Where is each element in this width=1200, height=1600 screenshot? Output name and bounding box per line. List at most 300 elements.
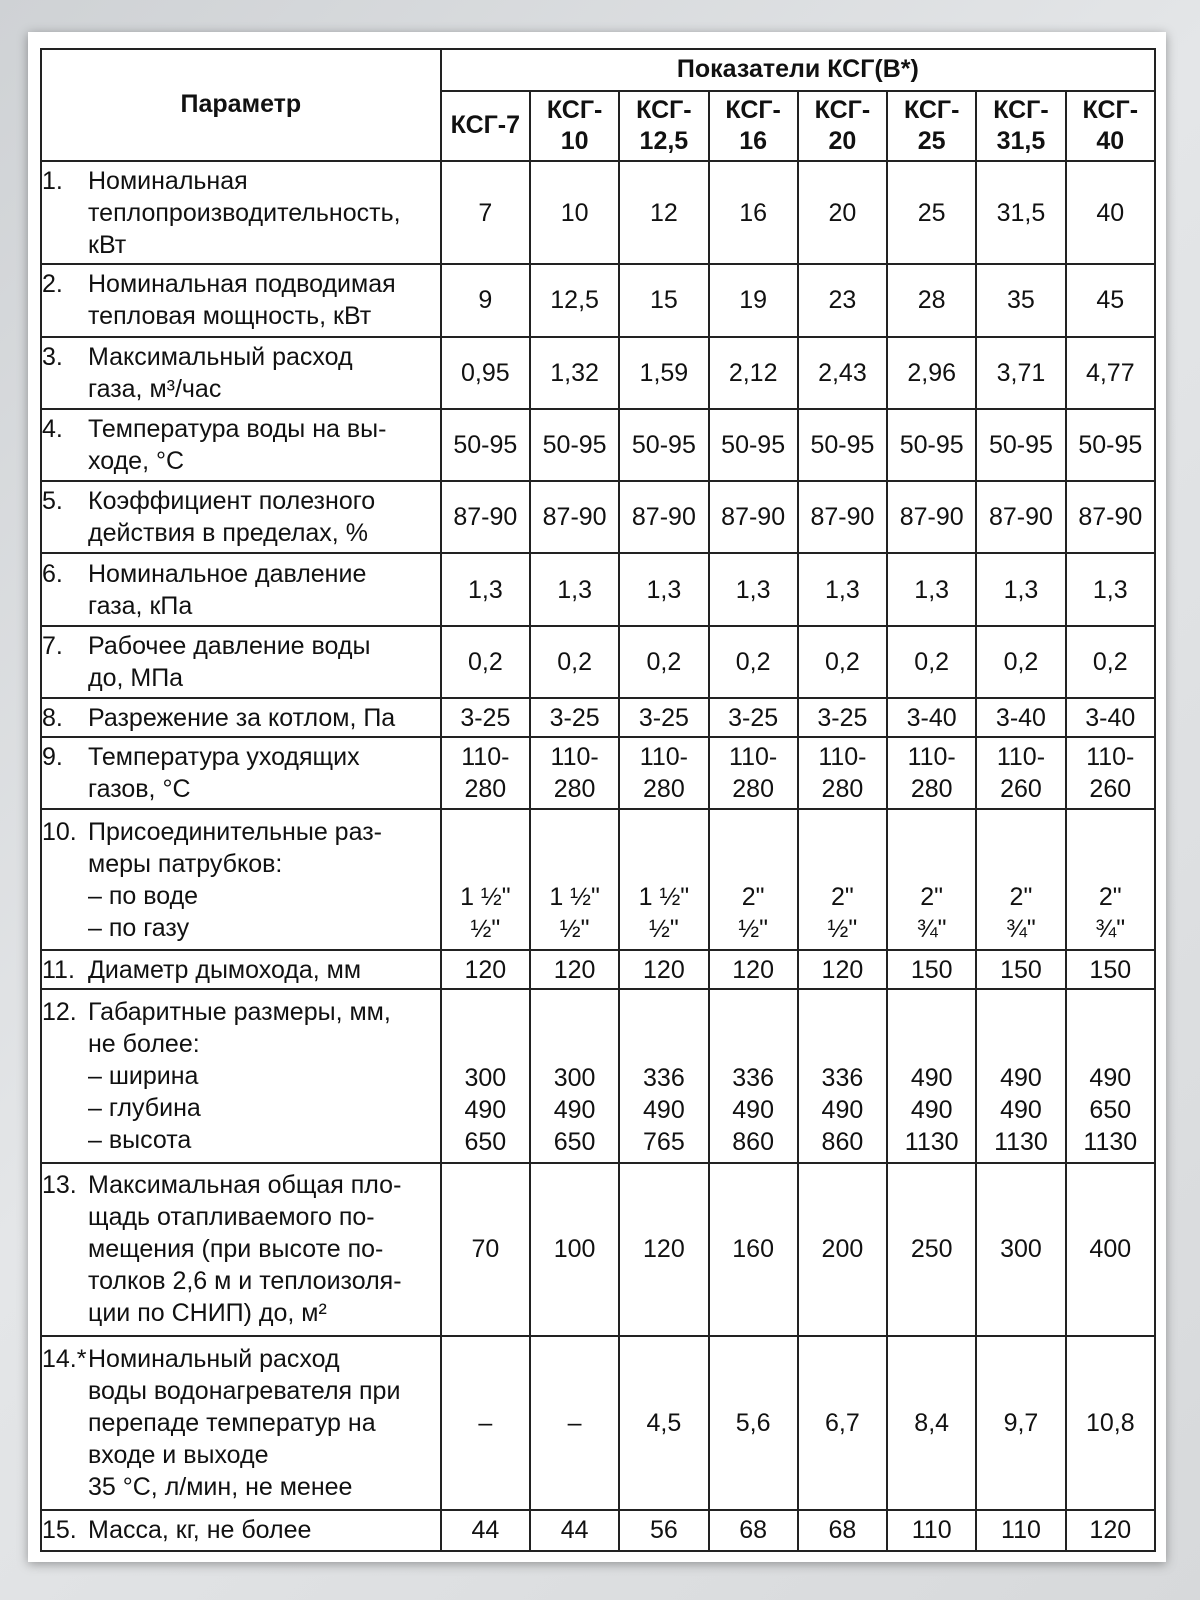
model-header-8 — [1066, 91, 1155, 161]
value-text: 50-95 — [988, 430, 1053, 459]
value-text: 3-25 — [460, 703, 511, 732]
value-cell — [441, 626, 530, 698]
value-cell — [887, 698, 976, 737]
value-text: 0,2 — [646, 647, 682, 676]
table-row — [41, 1163, 1155, 1336]
value-text: 87-90 — [899, 503, 964, 532]
value-cell — [887, 264, 976, 336]
value-text: 1,32 — [550, 358, 599, 387]
parameter-label-line: воды водонагревателя при — [88, 1376, 401, 1405]
value-cell — [1066, 698, 1155, 737]
model-name-part2: 40 — [1096, 127, 1125, 155]
parameter-number: 3. — [42, 342, 63, 371]
value-text: 0,2 — [467, 647, 503, 676]
parameter-label-line: Масса, кг, не более — [88, 1516, 312, 1545]
value-text: 1130 — [994, 1127, 1048, 1156]
model-header-4 — [709, 91, 798, 161]
parameter-label-line: ции по СНИП) до, м² — [88, 1299, 327, 1328]
model-name-part2: 20 — [828, 127, 857, 155]
value-cell — [976, 950, 1065, 989]
parameter-label-line: кВт — [88, 230, 127, 259]
value-text: 300 — [553, 1063, 596, 1092]
value-text: 1,3 — [914, 575, 950, 604]
value-text: 650 — [1089, 1095, 1132, 1124]
table-row — [41, 409, 1155, 481]
value-text: 1,59 — [639, 358, 689, 387]
value-cell — [709, 481, 798, 553]
value-cell — [1066, 337, 1155, 409]
value-cell — [709, 409, 798, 481]
value-text: 1,3 — [557, 575, 592, 604]
table-row — [41, 1510, 1155, 1551]
parameter-number: 4. — [42, 414, 63, 443]
value-cell — [798, 409, 887, 481]
value-cell — [709, 950, 798, 989]
parameter-cell — [41, 553, 441, 625]
value-text: 280 — [553, 775, 596, 804]
model-header-3 — [619, 91, 708, 161]
value-cell — [619, 950, 708, 989]
parameter-cell — [41, 737, 441, 809]
value-cell — [530, 626, 619, 698]
document-sheet — [28, 32, 1166, 1562]
value-text: 10 — [560, 198, 589, 227]
value-cell — [1066, 809, 1155, 949]
value-text: ½" — [827, 914, 858, 943]
parameter-label-line: Температура уходящих — [88, 743, 360, 772]
value-text: 5,6 — [735, 1408, 771, 1437]
value-cell — [976, 1163, 1065, 1336]
value-text: 44 — [471, 1516, 500, 1545]
value-text: 2" — [1009, 882, 1033, 911]
parameter-label-line: Номинальная подводимая — [88, 270, 396, 299]
value-text: 70 — [471, 1235, 500, 1264]
value-cell — [530, 809, 619, 949]
value-cell — [530, 698, 619, 737]
value-cell — [619, 737, 708, 809]
model-name-part2: 25 — [917, 127, 946, 155]
value-text: 8,4 — [914, 1408, 950, 1437]
model-header-1 — [441, 91, 530, 161]
table-row — [41, 161, 1155, 264]
value-text: ¾" — [1095, 914, 1126, 943]
value-text: 110- — [818, 743, 867, 772]
table-row — [41, 1336, 1155, 1509]
parameter-label-line: тепловая мощность, кВт — [88, 302, 372, 331]
value-text: 110- — [729, 743, 778, 772]
value-text: 280 — [643, 775, 685, 804]
parameter-cell — [41, 989, 441, 1162]
parameter-number: 9. — [42, 743, 63, 772]
value-cell — [798, 698, 887, 737]
parameter-label-line: Температура воды на вы- — [88, 414, 387, 443]
value-text: 19 — [739, 286, 768, 315]
value-cell — [530, 737, 619, 809]
value-text: 490 — [1089, 1063, 1132, 1092]
value-text: 860 — [821, 1127, 864, 1156]
value-text: 68 — [828, 1516, 857, 1545]
value-cell — [798, 264, 887, 336]
value-cell — [709, 737, 798, 809]
model-header-6 — [887, 91, 976, 161]
value-text: 1 ½" — [460, 882, 511, 911]
value-text: 260 — [1000, 775, 1042, 804]
value-cell — [619, 698, 708, 737]
value-text: 50-95 — [810, 430, 875, 459]
parameter-label-line: теплопроизводительность, — [88, 198, 401, 227]
parameter-number: 2. — [42, 270, 63, 299]
value-cell — [976, 337, 1065, 409]
value-text: 765 — [643, 1127, 685, 1156]
value-text: 490 — [910, 1095, 953, 1124]
parameter-label-line: – глубина — [88, 1093, 201, 1122]
value-text: 6,7 — [825, 1408, 860, 1437]
value-cell — [709, 1336, 798, 1509]
value-text: 0,2 — [825, 647, 860, 676]
parameter-label-line: меры патрубков: — [88, 849, 283, 878]
value-text: 16 — [739, 198, 768, 227]
value-cell — [976, 1336, 1065, 1509]
table-body — [41, 161, 1155, 1551]
model-name-part1: КСГ- — [725, 95, 781, 124]
parameter-number: 15. — [42, 1516, 77, 1545]
value-cell — [976, 698, 1065, 737]
value-text: 3-40 — [995, 703, 1046, 732]
value-cell — [798, 950, 887, 989]
value-cell — [441, 337, 530, 409]
value-text: 2,96 — [907, 358, 957, 387]
value-text: 280 — [464, 775, 507, 804]
value-cell — [530, 553, 619, 625]
value-cell — [887, 1336, 976, 1509]
value-text: 1,3 — [1003, 575, 1039, 604]
table-row — [41, 481, 1155, 553]
value-text: 490 — [1000, 1063, 1042, 1092]
value-text: 100 — [553, 1235, 596, 1264]
value-cell — [441, 950, 530, 989]
value-text: – — [478, 1408, 493, 1437]
value-cell — [530, 337, 619, 409]
table-row — [41, 553, 1155, 625]
value-cell — [887, 950, 976, 989]
parameter-column-header: Параметр — [41, 49, 441, 161]
parameter-label-line: Присоединительные раз- — [88, 817, 382, 846]
value-cell — [619, 409, 708, 481]
parameter-label-line: 35 °С, л/мин, не менее — [88, 1472, 353, 1501]
value-cell — [976, 626, 1065, 698]
value-text: 3-25 — [728, 703, 779, 732]
value-cell — [709, 1510, 798, 1551]
value-text: 25 — [917, 198, 946, 227]
table-row — [41, 264, 1155, 336]
value-cell — [441, 409, 530, 481]
value-cell — [798, 737, 887, 809]
value-text: ½" — [738, 914, 769, 943]
value-cell — [1066, 989, 1155, 1162]
parameter-cell — [41, 809, 441, 949]
value-text: 110- — [996, 743, 1046, 772]
value-text: 120 — [643, 1235, 685, 1264]
parameter-cell — [41, 1336, 441, 1509]
value-cell — [709, 161, 798, 264]
value-text: 490 — [732, 1095, 774, 1124]
value-cell — [709, 809, 798, 949]
value-text: 490 — [910, 1063, 953, 1092]
value-text: 3-25 — [638, 703, 689, 732]
parameter-cell — [41, 161, 441, 264]
value-text: 7 — [478, 198, 493, 227]
table-row — [41, 989, 1155, 1162]
value-text: 110 — [1001, 1516, 1041, 1545]
value-text: 110- — [907, 743, 956, 772]
value-text: 12 — [649, 198, 678, 227]
value-cell — [798, 1163, 887, 1336]
value-cell — [1066, 1336, 1155, 1509]
value-cell — [619, 1163, 708, 1336]
value-cell — [798, 553, 887, 625]
value-cell — [709, 626, 798, 698]
value-cell — [1066, 1510, 1155, 1551]
value-cell — [798, 989, 887, 1162]
parameter-label-line: газов, °С — [88, 775, 191, 804]
value-cell — [798, 1510, 887, 1551]
parameter-label-line: входе и выходе — [88, 1440, 269, 1469]
value-cell — [530, 1336, 619, 1509]
value-cell — [887, 553, 976, 625]
parameter-label-line: толков 2,6 м и теплоизоля- — [88, 1267, 402, 1296]
value-text: 87-90 — [453, 503, 518, 532]
value-cell — [887, 161, 976, 264]
table-row — [41, 698, 1155, 737]
value-text: 110- — [639, 743, 688, 772]
value-text: 1,3 — [1092, 575, 1128, 604]
value-cell — [887, 626, 976, 698]
value-text: 300 — [1000, 1235, 1042, 1264]
value-cell — [1066, 737, 1155, 809]
value-cell — [709, 989, 798, 1162]
value-text: 45 — [1096, 286, 1125, 315]
value-text: ¾" — [1006, 914, 1036, 943]
value-text: 3-40 — [1085, 703, 1136, 732]
value-text: 110- — [461, 743, 510, 772]
table-row — [41, 626, 1155, 698]
table-row — [41, 809, 1155, 949]
value-text: 87-90 — [810, 503, 875, 532]
value-text: 280 — [732, 775, 774, 804]
value-text: 44 — [560, 1516, 589, 1545]
model-header-2 — [530, 91, 619, 161]
value-text: 50-95 — [542, 430, 607, 459]
value-text: 200 — [821, 1235, 864, 1264]
value-cell — [441, 1510, 530, 1551]
specifications-table — [40, 48, 1156, 1552]
parameter-label-line: Максимальный расход — [88, 342, 353, 371]
value-text: 2" — [741, 882, 765, 911]
value-cell — [441, 1163, 530, 1336]
value-text: 490 — [553, 1095, 596, 1124]
value-cell — [530, 161, 619, 264]
value-cell — [976, 264, 1065, 336]
parameter-label-line: Номинальное давление — [88, 559, 367, 588]
parameter-label-line: газа, м³/час — [88, 374, 222, 403]
value-cell — [619, 989, 708, 1162]
value-cell — [976, 989, 1065, 1162]
model-name-part2: 10 — [560, 127, 589, 155]
parameter-cell — [41, 950, 441, 989]
value-text: 87-90 — [721, 503, 786, 532]
value-cell — [798, 809, 887, 949]
model-header-7 — [976, 91, 1065, 161]
value-cell — [709, 1163, 798, 1336]
value-text: 4,5 — [646, 1408, 682, 1437]
value-text: 23 — [828, 286, 857, 315]
parameter-number: 1. — [42, 166, 63, 195]
parameter-label-line: перепаде температур на — [88, 1408, 376, 1437]
value-cell — [619, 626, 708, 698]
value-text: ½" — [649, 914, 679, 943]
value-text: 12,5 — [550, 286, 599, 315]
model-name-part1: КСГ-7 — [450, 111, 521, 140]
value-cell — [619, 1336, 708, 1509]
table-row — [41, 950, 1155, 989]
value-cell — [530, 409, 619, 481]
value-cell — [1066, 264, 1155, 336]
model-name-part1: КСГ- — [814, 95, 871, 124]
value-text: 110 — [911, 1516, 952, 1545]
value-text: 31,5 — [996, 198, 1046, 227]
parameter-label-line: – ширина — [88, 1061, 199, 1090]
value-text: 336 — [732, 1063, 774, 1092]
value-text: – — [567, 1408, 582, 1437]
value-text: 2" — [920, 882, 944, 911]
parameter-label-line: не более: — [88, 1029, 200, 1058]
value-cell — [798, 337, 887, 409]
value-cell — [798, 1336, 887, 1509]
value-text: 150 — [910, 955, 953, 984]
value-text: 336 — [821, 1063, 864, 1092]
value-cell — [619, 809, 708, 949]
value-cell — [887, 409, 976, 481]
value-text: 490 — [464, 1095, 507, 1124]
parameter-label-line: Номинальная — [88, 166, 248, 195]
value-text: 860 — [732, 1127, 774, 1156]
value-text: 28 — [917, 286, 946, 315]
model-name-part1: КСГ- — [1082, 95, 1139, 124]
parameter-cell — [41, 481, 441, 553]
value-text: 50-95 — [721, 430, 786, 459]
value-cell — [887, 1510, 976, 1551]
value-text: 50-95 — [1078, 430, 1143, 459]
parameter-cell — [41, 1163, 441, 1336]
value-text: 160 — [732, 1235, 774, 1264]
parameter-label-line: – по газу — [88, 913, 190, 942]
value-text: 20 — [828, 198, 857, 227]
value-cell — [619, 481, 708, 553]
value-text: ½" — [470, 914, 501, 943]
value-text: 2" — [831, 882, 854, 911]
value-text: 3-25 — [817, 703, 868, 732]
value-cell — [798, 626, 887, 698]
value-text: 110- — [1086, 743, 1135, 772]
parameter-label-line: Диаметр дымохода, мм — [88, 955, 362, 984]
parameter-label-line: действия в пределах, % — [88, 519, 368, 548]
parameter-cell — [41, 1510, 441, 1551]
value-cell — [887, 809, 976, 949]
value-cell — [1066, 161, 1155, 264]
value-text: 9 — [478, 286, 493, 315]
parameter-label-line: Коэффициент полезного — [88, 487, 376, 516]
value-text: 120 — [1089, 1516, 1132, 1545]
model-name-part1: КСГ- — [546, 95, 603, 124]
value-cell — [530, 1510, 619, 1551]
value-cell — [441, 809, 530, 949]
value-text: ½" — [559, 914, 590, 943]
value-text: 110- — [550, 743, 599, 772]
parameter-label-line: до, МПа — [88, 663, 184, 692]
value-cell — [709, 337, 798, 409]
value-text: 0,2 — [914, 647, 950, 676]
value-text: 87-90 — [988, 503, 1053, 532]
value-text: 120 — [553, 955, 596, 984]
value-text: 87-90 — [1078, 503, 1143, 532]
value-text: 35 — [1007, 286, 1035, 315]
value-cell — [619, 161, 708, 264]
value-text: 2" — [1098, 882, 1122, 911]
value-cell — [530, 950, 619, 989]
value-text: 400 — [1089, 1235, 1132, 1264]
value-text: 87-90 — [631, 503, 696, 532]
parameter-cell — [41, 409, 441, 481]
parameter-label-line: газа, кПа — [88, 591, 193, 620]
parameter-cell — [41, 626, 441, 698]
value-cell — [887, 989, 976, 1162]
parameter-cell — [41, 337, 441, 409]
parameter-number: 10. — [42, 817, 77, 846]
parameter-label-line: Разрежение за котлом, Па — [88, 703, 396, 732]
parameter-label-line: щадь отапливаемого по- — [88, 1203, 375, 1232]
value-cell — [976, 1510, 1065, 1551]
parameter-number: 8. — [42, 703, 63, 732]
value-text: 68 — [739, 1516, 768, 1545]
parameter-label-line: Габаритные размеры, мм, — [88, 997, 391, 1026]
value-text: 50-95 — [453, 430, 518, 459]
value-cell — [441, 737, 530, 809]
value-text: 650 — [553, 1127, 596, 1156]
parameter-number: 13. — [42, 1171, 77, 1200]
parameter-label-line: Рабочее давление воды — [88, 631, 371, 660]
parameter-label-line: Номинальный расход — [88, 1344, 340, 1373]
indicators-group-header: Показатели КСГ(В*) — [441, 49, 1155, 91]
value-cell — [619, 337, 708, 409]
table-row — [41, 337, 1155, 409]
parameter-label-line: – высота — [88, 1125, 192, 1154]
value-text: 1130 — [904, 1127, 959, 1156]
model-header-5 — [798, 91, 887, 161]
value-cell — [1066, 626, 1155, 698]
table-row — [41, 737, 1155, 809]
value-cell — [976, 409, 1065, 481]
value-text: 300 — [464, 1063, 507, 1092]
value-text: 50-95 — [899, 430, 964, 459]
value-text: 15 — [649, 286, 678, 315]
value-text: 0,2 — [1092, 647, 1128, 676]
value-cell — [441, 1336, 530, 1509]
value-text: 2,12 — [728, 358, 778, 387]
value-cell — [976, 481, 1065, 553]
value-cell — [441, 553, 530, 625]
value-text: 490 — [821, 1095, 864, 1124]
value-cell — [887, 481, 976, 553]
